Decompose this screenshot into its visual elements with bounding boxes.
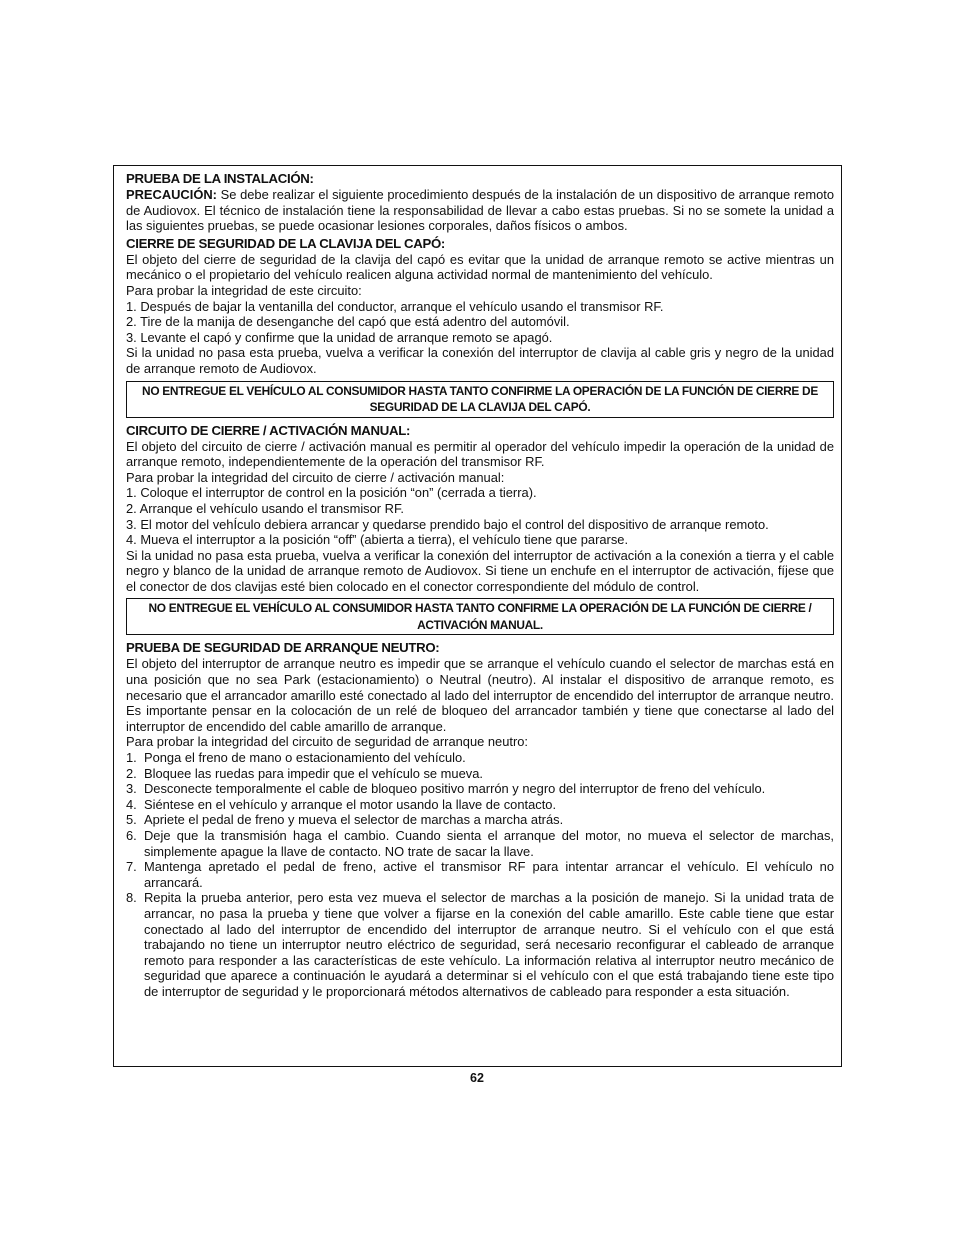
list-item <box>126 766 834 782</box>
step-number: 6. <box>126 828 137 843</box>
content-frame <box>113 165 842 1067</box>
list-item <box>126 797 834 813</box>
list-item <box>126 890 834 999</box>
hood-pin-intro: El objeto del cierre de seguridad de la clavija del capó es evitar que la unidad de arranque remoto se active mientras un mecánico o el propietario del vehículo realicen alguna actividad normal de mantenimiento del vehículo. <box>126 251 834 283</box>
manual-override-test-intro: Para probar la integridad del circuito de cierre / activación manual: <box>126 469 505 485</box>
step-number: 5. <box>126 812 137 828</box>
step-number: 2. <box>126 765 137 781</box>
manual-override-warning-box: NO ENTREGUE EL VEHÍCULO AL CONSUMIDOR HASTA TANTO CONFIRME LA OPERACIÓN DE LA FUNCIÓN DE CIERRE / ACTIVACIÓN MANUAL. <box>126 598 834 635</box>
step-text: Repita la prueba anterior, pero esta vez mueva el selector de marchas a la posición de manejo. Si la unidad trata de arrancar, no pasa la prueba y tiene que volver a fijarse en la conexión del cable amarillo. Este cable tiene que estar conectado al lado del interruptor de encendido del interruptor de arranque neutro. Si el vehículo con el que está trabajando no tiene un interruptor neutro eléctrico de seguridad, será necesario reconfigurar el cableado de arranque remoto para responder a las características de este vehículo. La información relativa al interruptor neutro mecánico de seguridad que aparece a continuación le ayudará a determinar si el vehículo con el que está trabajando tiene este tipo de interruptor de seguridad y le proporcionará métodos alternativos de cableado para responder a esta situación. <box>144 890 834 999</box>
list-item <box>126 750 834 766</box>
list-item: 1. Después de bajar la ventanilla del conductor, arranque el vehículo usando el transmisor RF. <box>126 298 664 314</box>
manual-override-steps <box>126 485 834 547</box>
step-number: 8. <box>126 890 137 906</box>
step-number: 3. <box>126 781 137 797</box>
list-item <box>126 781 834 797</box>
neutral-start-intro: El objeto del interruptor de arranque neutro es impedir que se arranque el vehículo cuando el selector de marchas está en una posición que no sea Park (estacionamiento) o Neutral (neutro). Al instalar el dispositivo de arranque remoto, es necesario que el arrancador amarillo esté conectado al lado del interruptor de encendido del interruptor de arranque neutro. Es importante pensar en la colocación de un relé de bloqueo del arrancador también y tiene que conectarse al lado del interruptor de encendido del cable amarillo de arranque. <box>126 656 834 734</box>
step-text: Bloquee las ruedas para impedir que el vehículo se mueva. <box>144 765 483 781</box>
hood-pin-test-intro: Para probar la integridad de este circuito: <box>126 282 362 298</box>
step-text: Siéntese en el vehículo y arranque el motor usando la llave de contacto. <box>144 796 557 812</box>
list-item <box>126 828 834 859</box>
list-item <box>126 812 834 828</box>
section-heading-manual-override: CIRCUITO DE CIERRE / ACTIVACIÓN MANUAL: <box>126 422 411 438</box>
section-heading-hood-pin: CIERRE DE SEGURIDAD DE LA CLAVIJA DEL CAPÓ: <box>126 235 446 251</box>
step-number: 7. <box>126 859 137 875</box>
manual-override-intro: El objeto del circuito de cierre / activación manual es permitir al operador del vehículo impedir la operación de la unidad de arranque remoto, independientemente de la operación del transmisor RF. <box>126 438 834 470</box>
neutral-start-test-intro: Para probar la integridad del circuito de seguridad de arranque neutro: <box>126 734 529 750</box>
list-item: 3. El motor del vehÍculo debiera arrancar y quedarse prendido bajo el control del dispositivo de arranque remoto. <box>126 516 769 532</box>
hood-pin-warning-box: NO ENTREGUE EL VEHÍCULO AL CONSUMIDOR HASTA TANTO CONFIRME LA OPERACIÓN DE LA FUNCIÓN DE CIERRE DE SEGURIDAD DE LA CLAVIJA DEL CAPÓ. <box>126 381 834 418</box>
step-text: Apriete el pedal de freno y mueva el selector de marchas a marcha atrás. <box>144 812 564 828</box>
list-item <box>126 859 834 890</box>
step-number: 1. <box>126 750 137 766</box>
step-text: Desconecte temporalmente el cable de bloqueo positivo marrón y negro del interruptor de freno del vehículo. <box>144 781 766 797</box>
caution-paragraph <box>126 187 834 234</box>
hood-pin-fail-text: Si la unidad no pasa esta prueba, vuelva a verificar la conexión del interruptor de clavija al cable gris y negro de la unidad de arranque remoto de Audiovox. <box>126 345 834 376</box>
step-text: Mantenga apretado el pedal de freno, active el transmisor RF para intentar arrancar el vehículo. El vehículo no arrancará. <box>144 859 834 890</box>
page-number: 62 <box>470 1071 484 1085</box>
caution-text: Se debe realizar el siguiente procedimiento después de la instalación de un dispositivo de arranque remoto de Audiovox. El técnico de instalación tiene la responsabilidad de llevar a cabo estas pruebas. Si no se somete la unidad a las siguientes pruebas, se puede ocasionar lesiones corporales, daños físicos o ambos. <box>126 187 834 234</box>
step-text: Deje que la transmisión haga el cambio. Cuando sienta el arranque del motor, no mueva el selector de marchas, simplemente apague la llave de contacto. NO trate de sacar la llave. <box>144 828 834 859</box>
list-item: 1. Coloque el interruptor de control en la posición “on” (cerrada a tierra). <box>126 485 537 501</box>
step-number: 4. <box>126 796 137 812</box>
step-text: Ponga el freno de mano o estacionamiento del vehículo. <box>144 750 466 766</box>
list-item: 3. Levante el capó y confirme que la unidad de arranque remoto se apagó. <box>126 329 553 345</box>
list-item: 4. Mueva el interruptor a la posición “off” (abierta a tierra), el vehículo tiene que pararse. <box>126 532 629 548</box>
manual-override-fail-text: Si la unidad no pasa esta prueba, vuelva a verificar la conexión del interruptor de activación a la conexión a tierra y el cable negro y blanco de la unidad de arranque remoto de Audiovox. Si tiene un enchufe en el interruptor de activación, fíjese que el conector de dos clavijas esté bien colocado en el conector correspondiente del módulo de control. <box>126 547 834 594</box>
section-heading-installation-test: PRUEBA DE LA INSTALACIÓN: <box>126 171 314 186</box>
list-item: 2. Arranque el vehículo usando el transmisor RF. <box>126 500 405 516</box>
caution-label: PRECAUCIÓN: <box>126 187 217 202</box>
section-heading-neutral-start: PRUEBA DE SEGURIDAD DE ARRANQUE NEUTRO: <box>126 640 440 656</box>
list-item: 2. Tire de la manija de desenganche del capó que está adentro del automóvil. <box>126 314 570 330</box>
hood-pin-steps <box>126 299 834 346</box>
neutral-start-steps <box>126 750 834 1000</box>
